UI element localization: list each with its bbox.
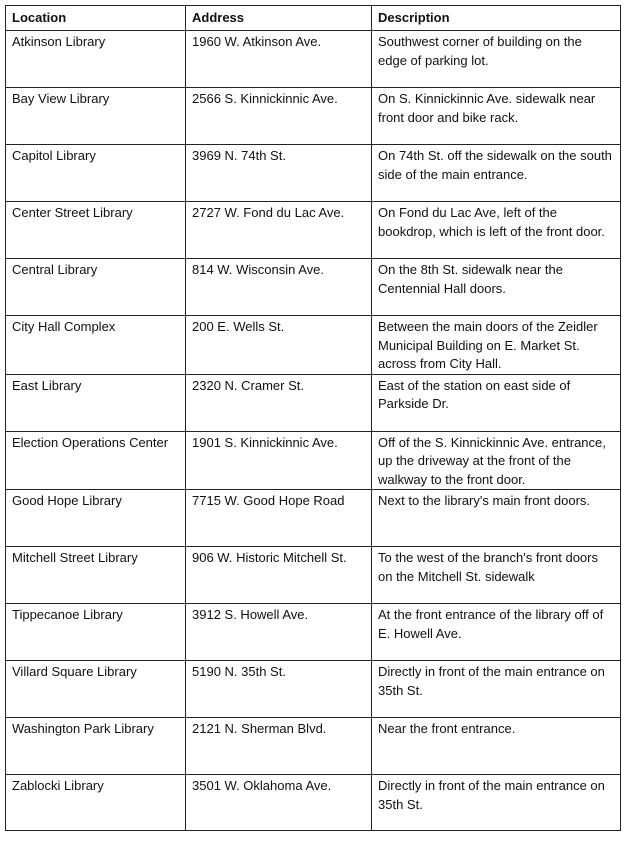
address-cell: 2566 S. Kinnickinnic Ave. bbox=[186, 88, 372, 145]
location-cell: Central Library bbox=[6, 259, 186, 316]
header-description: Description bbox=[372, 6, 621, 31]
table-row bbox=[6, 431, 621, 490]
table-row bbox=[6, 316, 621, 375]
table-row bbox=[6, 490, 621, 547]
table-row bbox=[6, 259, 621, 316]
description-cell: Next to the library's main front doors. bbox=[372, 490, 621, 547]
table-row bbox=[6, 374, 621, 431]
description-cell: Between the main doors of the Zeidler Municipal Building on E. Market St. across from City Hall. bbox=[372, 316, 621, 375]
address-cell: 814 W. Wisconsin Ave. bbox=[186, 259, 372, 316]
location-cell: Washington Park Library bbox=[6, 718, 186, 775]
header-location: Location bbox=[6, 6, 186, 31]
address-cell: 1901 S. Kinnickinnic Ave. bbox=[186, 431, 372, 490]
address-cell: 1960 W. Atkinson Ave. bbox=[186, 31, 372, 88]
table-row bbox=[6, 775, 621, 831]
address-cell: 906 W. Historic Mitchell St. bbox=[186, 547, 372, 604]
description-cell: At the front entrance of the library off of E. Howell Ave. bbox=[372, 604, 621, 661]
location-cell: Villard Square Library bbox=[6, 661, 186, 718]
address-cell: 7715 W. Good Hope Road bbox=[186, 490, 372, 547]
table-row bbox=[6, 547, 621, 604]
address-cell: 2121 N. Sherman Blvd. bbox=[186, 718, 372, 775]
table-header-row bbox=[6, 6, 621, 31]
table-row bbox=[6, 145, 621, 202]
location-cell: Tippecanoe Library bbox=[6, 604, 186, 661]
description-cell: On S. Kinnickinnic Ave. sidewalk near front door and bike rack. bbox=[372, 88, 621, 145]
location-cell: Election Operations Center bbox=[6, 431, 186, 490]
description-cell: Directly in front of the main entrance on 35th St. bbox=[372, 775, 621, 831]
location-cell: East Library bbox=[6, 374, 186, 431]
location-cell: Mitchell Street Library bbox=[6, 547, 186, 604]
table-row bbox=[6, 88, 621, 145]
location-cell: Capitol Library bbox=[6, 145, 186, 202]
address-cell: 3912 S. Howell Ave. bbox=[186, 604, 372, 661]
location-cell: Zablocki Library bbox=[6, 775, 186, 831]
address-cell: 2727 W. Fond du Lac Ave. bbox=[186, 202, 372, 259]
address-cell: 3969 N. 74th St. bbox=[186, 145, 372, 202]
table-row bbox=[6, 202, 621, 259]
description-cell: On 74th St. off the sidewalk on the south side of the main entrance. bbox=[372, 145, 621, 202]
header-address: Address bbox=[186, 6, 372, 31]
location-cell: Atkinson Library bbox=[6, 31, 186, 88]
address-cell: 200 E. Wells St. bbox=[186, 316, 372, 375]
description-cell: To the west of the branch's front doors on the Mitchell St. sidewalk bbox=[372, 547, 621, 604]
location-cell: Good Hope Library bbox=[6, 490, 186, 547]
table-row bbox=[6, 718, 621, 775]
description-cell: Off of the S. Kinnickinnic Ave. entrance, up the driveway at the front of the walkway to the front door. bbox=[372, 431, 621, 490]
address-cell: 2320 N. Cramer St. bbox=[186, 374, 372, 431]
table-row bbox=[6, 31, 621, 88]
location-cell: Center Street Library bbox=[6, 202, 186, 259]
description-cell: Directly in front of the main entrance on 35th St. bbox=[372, 661, 621, 718]
locations-table bbox=[5, 5, 621, 831]
location-cell: Bay View Library bbox=[6, 88, 186, 145]
address-cell: 5190 N. 35th St. bbox=[186, 661, 372, 718]
description-cell: Southwest corner of building on the edge of parking lot. bbox=[372, 31, 621, 88]
description-cell: East of the station on east side of Parkside Dr. bbox=[372, 374, 621, 431]
address-cell: 3501 W. Oklahoma Ave. bbox=[186, 775, 372, 831]
table-row bbox=[6, 661, 621, 718]
description-cell: Near the front entrance. bbox=[372, 718, 621, 775]
description-cell: On the 8th St. sidewalk near the Centennial Hall doors. bbox=[372, 259, 621, 316]
location-cell: City Hall Complex bbox=[6, 316, 186, 375]
description-cell: On Fond du Lac Ave, left of the bookdrop, which is left of the front door. bbox=[372, 202, 621, 259]
table-row bbox=[6, 604, 621, 661]
